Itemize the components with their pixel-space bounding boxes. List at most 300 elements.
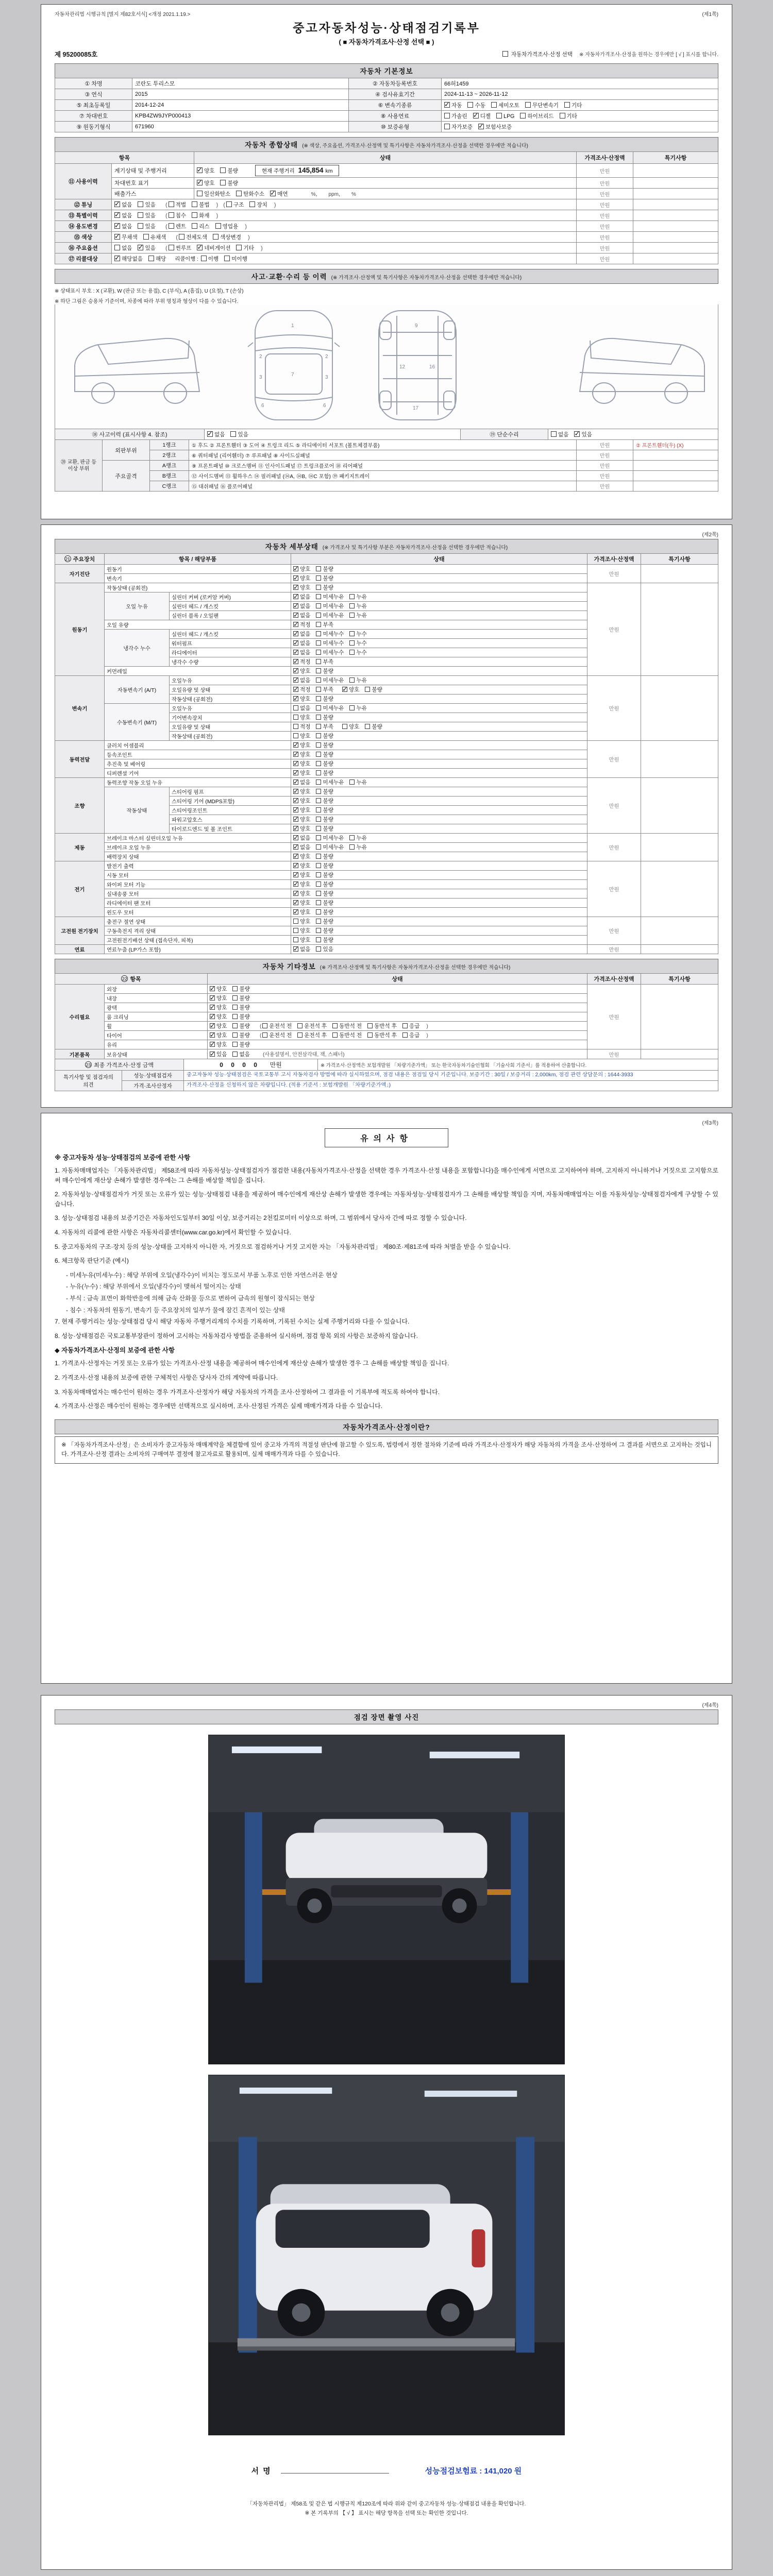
checkbox-option[interactable] (293, 686, 310, 693)
checkbox-option[interactable] (316, 945, 333, 953)
checkbox-option[interactable] (232, 1013, 249, 1021)
checkbox-option[interactable] (293, 714, 310, 721)
checkbox[interactable] (342, 687, 347, 692)
checkbox[interactable] (293, 566, 298, 571)
checkbox-option[interactable] (365, 686, 382, 693)
checkbox[interactable] (138, 201, 143, 207)
checkbox[interactable] (316, 817, 321, 822)
checkbox-option[interactable] (169, 201, 186, 209)
checkbox[interactable] (316, 705, 321, 710)
checkbox-option[interactable] (230, 431, 248, 438)
checkbox[interactable] (316, 919, 321, 924)
checkbox-option[interactable] (316, 621, 333, 629)
checkbox-option[interactable] (232, 1050, 249, 1058)
checkbox-option[interactable] (297, 1022, 327, 1030)
checkbox-option[interactable] (316, 612, 344, 619)
checkbox-option[interactable] (367, 1022, 397, 1030)
checkbox[interactable] (293, 594, 298, 599)
checkbox[interactable] (297, 1023, 303, 1028)
checkbox-option[interactable] (210, 1013, 227, 1021)
checkbox[interactable] (293, 631, 298, 636)
checkbox-option[interactable] (525, 101, 559, 109)
checkbox-option[interactable] (114, 212, 132, 219)
checkbox[interactable] (210, 1014, 215, 1019)
checkbox[interactable] (197, 180, 203, 185)
checkbox-option[interactable] (349, 630, 366, 638)
checkbox[interactable] (210, 1042, 215, 1047)
checkbox-option[interactable] (114, 233, 138, 241)
checkbox-option[interactable] (316, 918, 333, 925)
checkbox-option[interactable] (316, 843, 344, 851)
checkbox-option[interactable] (169, 244, 192, 252)
checkbox-option[interactable] (316, 908, 333, 916)
checkbox[interactable] (293, 687, 298, 692)
checkbox-option[interactable] (210, 1004, 227, 1011)
checkbox[interactable] (367, 1023, 373, 1028)
checkbox[interactable] (293, 696, 298, 701)
checkbox-option[interactable] (349, 704, 366, 712)
checkbox-option[interactable] (316, 714, 333, 721)
checkbox-option[interactable] (293, 630, 310, 638)
checkbox-option[interactable] (316, 806, 333, 814)
checkbox[interactable] (293, 891, 298, 896)
checkbox[interactable] (316, 613, 321, 618)
checkbox[interactable] (232, 986, 238, 991)
checkbox[interactable] (316, 770, 321, 775)
checkbox[interactable] (293, 863, 298, 868)
checkbox-option[interactable] (293, 908, 310, 916)
checkbox-option[interactable] (236, 190, 264, 198)
checkbox-option[interactable] (215, 223, 239, 230)
checkbox-option[interactable] (293, 649, 310, 656)
checkbox-option[interactable] (179, 233, 207, 241)
checkbox[interactable] (143, 234, 149, 240)
checkbox-option[interactable] (551, 431, 568, 438)
checkbox-option[interactable] (316, 936, 333, 944)
checkbox-option[interactable] (293, 676, 310, 684)
checkbox[interactable] (232, 1032, 238, 1038)
checkbox[interactable] (349, 594, 355, 599)
checkbox-option[interactable] (316, 760, 333, 768)
checkbox[interactable] (213, 234, 219, 240)
checkbox[interactable] (349, 603, 355, 608)
checkbox[interactable] (316, 724, 321, 729)
checkbox[interactable] (316, 566, 321, 571)
checkbox[interactable] (232, 1023, 238, 1028)
checkbox[interactable] (349, 677, 355, 683)
checkbox[interactable] (367, 1032, 373, 1038)
checkbox-option[interactable] (169, 212, 186, 219)
checkbox[interactable] (236, 245, 242, 250)
checkbox[interactable] (293, 724, 298, 729)
checkbox-option[interactable] (220, 179, 238, 187)
checkbox-option[interactable] (293, 574, 310, 582)
checkbox-option[interactable] (316, 788, 333, 795)
checkbox-option[interactable] (316, 574, 333, 582)
checkbox[interactable] (207, 431, 213, 437)
checkbox-option[interactable] (316, 602, 344, 610)
checkbox[interactable] (293, 761, 298, 766)
checkbox-option[interactable] (293, 778, 310, 786)
checkbox-option[interactable] (293, 936, 310, 944)
checkbox[interactable] (316, 640, 321, 646)
checkbox[interactable] (293, 677, 298, 683)
checkbox-option[interactable] (220, 167, 238, 175)
checkbox-option[interactable] (293, 834, 310, 842)
checkbox[interactable] (293, 770, 298, 775)
checkbox-option[interactable] (316, 825, 333, 833)
checkbox[interactable] (293, 807, 298, 812)
checkbox[interactable] (316, 575, 321, 581)
checkbox[interactable] (316, 650, 321, 655)
checkbox-option[interactable] (316, 565, 333, 573)
checkbox[interactable] (316, 622, 321, 627)
checkbox-option[interactable] (213, 233, 241, 241)
checkbox[interactable] (316, 594, 321, 599)
checkbox-option[interactable] (249, 201, 267, 209)
checkbox[interactable] (316, 696, 321, 701)
checkbox[interactable] (349, 779, 355, 785)
checkbox-option[interactable] (293, 760, 310, 768)
checkbox-option[interactable] (297, 1031, 327, 1039)
checkbox-option[interactable] (316, 751, 333, 758)
checkbox[interactable] (293, 854, 298, 859)
checkbox-option[interactable] (316, 899, 333, 907)
checkbox[interactable] (316, 677, 321, 683)
checkbox[interactable] (224, 256, 230, 261)
price-appraisal-checkbox[interactable] (502, 51, 508, 57)
checkbox-option[interactable] (316, 853, 333, 860)
checkbox-option[interactable] (210, 1031, 227, 1039)
checkbox[interactable] (293, 779, 298, 785)
checkbox-option[interactable] (197, 190, 230, 198)
checkbox[interactable] (316, 761, 321, 766)
checkbox-option[interactable] (192, 223, 209, 230)
checkbox-option[interactable] (293, 751, 310, 758)
checkbox[interactable] (293, 900, 298, 905)
checkbox-option[interactable] (564, 101, 582, 109)
checkbox-option[interactable] (367, 1031, 397, 1039)
checkbox[interactable] (210, 1005, 215, 1010)
checkbox-option[interactable] (232, 1041, 249, 1048)
checkbox[interactable] (293, 909, 298, 914)
checkbox[interactable] (226, 201, 232, 207)
checkbox-option[interactable] (349, 778, 366, 786)
checkbox-option[interactable] (293, 741, 310, 749)
checkbox-option[interactable] (148, 255, 166, 263)
checkbox-option[interactable] (293, 871, 310, 879)
checkbox-option[interactable] (349, 639, 366, 647)
checkbox[interactable] (114, 201, 120, 207)
checkbox[interactable] (491, 102, 497, 108)
checkbox-option[interactable] (349, 649, 366, 656)
checkbox[interactable] (270, 191, 276, 196)
checkbox-option[interactable] (232, 994, 249, 1002)
checkbox-option[interactable] (349, 676, 366, 684)
checkbox[interactable] (564, 102, 570, 108)
checkbox-option[interactable] (207, 431, 225, 438)
checkbox[interactable] (230, 431, 236, 437)
checkbox[interactable] (236, 191, 242, 196)
checkbox-option[interactable] (226, 201, 244, 209)
checkbox[interactable] (467, 102, 473, 108)
checkbox-option[interactable] (473, 112, 491, 120)
checkbox-option[interactable] (316, 741, 333, 749)
checkbox-option[interactable] (259, 1031, 292, 1039)
checkbox[interactable] (293, 817, 298, 822)
checkbox[interactable] (293, 603, 298, 608)
checkbox[interactable] (478, 124, 484, 129)
checkbox-option[interactable] (197, 167, 214, 175)
checkbox-option[interactable] (293, 584, 310, 591)
checkbox-option[interactable] (293, 621, 310, 629)
checkbox-option[interactable] (316, 880, 333, 888)
checkbox-option[interactable] (232, 1004, 249, 1011)
checkbox-option[interactable] (316, 695, 333, 703)
checkbox-option[interactable] (210, 1022, 227, 1030)
checkbox[interactable] (232, 1014, 238, 1019)
checkbox[interactable] (316, 863, 321, 868)
checkbox-option[interactable] (316, 667, 333, 675)
checkbox[interactable] (365, 724, 370, 729)
checkbox-option[interactable] (491, 101, 519, 109)
checkbox[interactable] (349, 631, 355, 636)
checkbox[interactable] (197, 191, 203, 196)
checkbox-option[interactable] (316, 584, 333, 591)
checkbox[interactable] (293, 650, 298, 655)
checkbox-option[interactable] (210, 994, 227, 1002)
checkbox-option[interactable] (332, 1031, 362, 1039)
checkbox-option[interactable] (293, 945, 310, 953)
checkbox-option[interactable] (293, 825, 310, 833)
checkbox[interactable] (316, 631, 321, 636)
checkbox-option[interactable] (444, 112, 467, 120)
checkbox-option[interactable] (293, 816, 310, 823)
checkbox[interactable] (444, 102, 450, 108)
checkbox-option[interactable] (210, 1050, 227, 1058)
checkbox[interactable] (316, 928, 321, 933)
checkbox[interactable] (316, 779, 321, 785)
checkbox-option[interactable] (293, 806, 310, 814)
checkbox-option[interactable] (316, 732, 333, 740)
checkbox[interactable] (520, 113, 526, 118)
checkbox[interactable] (297, 1032, 303, 1038)
checkbox[interactable] (232, 1005, 238, 1010)
checkbox-option[interactable] (293, 732, 310, 740)
checkbox[interactable] (316, 826, 321, 831)
checkbox[interactable] (114, 212, 120, 218)
checkbox-option[interactable] (169, 223, 186, 230)
checkbox-option[interactable] (138, 212, 155, 219)
checkbox-option[interactable] (293, 853, 310, 860)
checkbox[interactable] (114, 223, 120, 229)
checkbox-option[interactable] (197, 179, 214, 187)
checkbox-option[interactable] (349, 834, 366, 842)
checkbox-option[interactable] (232, 985, 249, 993)
checkbox[interactable] (138, 212, 143, 218)
checkbox-option[interactable] (444, 101, 462, 109)
checkbox[interactable] (574, 431, 580, 437)
checkbox[interactable] (316, 872, 321, 877)
checkbox-option[interactable] (293, 565, 310, 573)
checkbox[interactable] (169, 212, 174, 218)
checkbox-option[interactable] (332, 1022, 362, 1030)
checkbox[interactable] (560, 113, 565, 118)
checkbox-option[interactable] (293, 602, 310, 610)
checkbox[interactable] (259, 1032, 267, 1039)
checkbox[interactable] (293, 789, 298, 794)
checkbox-option[interactable] (138, 223, 155, 230)
checkbox-option[interactable] (342, 723, 359, 731)
checkbox-option[interactable] (444, 123, 473, 131)
checkbox[interactable] (349, 844, 355, 850)
checkbox[interactable] (293, 946, 298, 952)
checkbox-option[interactable] (316, 871, 333, 879)
checkbox[interactable] (316, 937, 321, 942)
checkbox[interactable] (293, 798, 298, 803)
checkbox-option[interactable] (293, 593, 310, 601)
checkbox[interactable] (293, 742, 298, 748)
checkbox[interactable] (316, 798, 321, 803)
checkbox[interactable] (293, 622, 298, 627)
checkbox[interactable] (293, 613, 298, 618)
checkbox[interactable] (316, 946, 321, 952)
checkbox-option[interactable] (293, 918, 310, 925)
checkbox-option[interactable] (316, 686, 333, 693)
checkbox-option[interactable] (197, 244, 230, 252)
checkbox-option[interactable] (236, 244, 254, 252)
checkbox[interactable] (293, 705, 298, 710)
checkbox[interactable] (349, 640, 355, 646)
checkbox[interactable] (293, 668, 298, 673)
checkbox-option[interactable] (349, 612, 366, 619)
checkbox[interactable] (402, 1023, 408, 1028)
checkbox[interactable] (316, 882, 321, 887)
checkbox[interactable] (192, 212, 197, 218)
checkbox-option[interactable] (293, 704, 310, 712)
checkbox-option[interactable] (349, 602, 366, 610)
checkbox[interactable] (210, 1023, 215, 1028)
checkbox-option[interactable] (349, 843, 366, 851)
checkbox-option[interactable] (316, 658, 333, 666)
checkbox[interactable] (293, 585, 298, 590)
checkbox[interactable] (293, 575, 298, 581)
checkbox[interactable] (342, 724, 347, 729)
checkbox[interactable] (220, 167, 226, 173)
checkbox[interactable] (316, 752, 321, 757)
checkbox[interactable] (220, 180, 226, 185)
checkbox-option[interactable] (293, 788, 310, 795)
checkbox-option[interactable] (224, 255, 247, 263)
checkbox[interactable] (215, 223, 221, 229)
checkbox-option[interactable] (293, 723, 310, 731)
checkbox-option[interactable] (560, 112, 577, 120)
checkbox[interactable] (210, 1052, 215, 1057)
checkbox[interactable] (316, 668, 321, 673)
checkbox-option[interactable] (210, 1041, 227, 1048)
checkbox[interactable] (316, 742, 321, 748)
checkbox-option[interactable] (293, 695, 310, 703)
checkbox[interactable] (201, 256, 207, 261)
checkbox[interactable] (232, 995, 238, 1001)
checkbox[interactable] (365, 687, 370, 692)
checkbox-option[interactable] (293, 862, 310, 870)
checkbox[interactable] (138, 245, 143, 250)
checkbox[interactable] (114, 256, 120, 261)
checkbox[interactable] (316, 835, 321, 840)
checkbox[interactable] (293, 937, 298, 942)
checkbox[interactable] (316, 603, 321, 608)
checkbox[interactable] (316, 687, 321, 692)
checkbox-option[interactable] (520, 112, 553, 120)
checkbox-option[interactable] (478, 123, 512, 131)
checkbox[interactable] (249, 201, 255, 207)
checkbox[interactable] (349, 650, 355, 655)
checkbox[interactable] (197, 167, 203, 173)
checkbox-option[interactable] (293, 769, 310, 777)
checkbox[interactable] (293, 919, 298, 924)
checkbox[interactable] (169, 245, 174, 250)
checkbox-option[interactable] (293, 797, 310, 805)
checkbox[interactable] (169, 223, 174, 229)
checkbox[interactable] (316, 854, 321, 859)
checkbox-option[interactable] (316, 769, 333, 777)
checkbox[interactable] (473, 113, 479, 118)
checkbox[interactable] (293, 872, 298, 877)
checkbox-option[interactable] (192, 212, 209, 219)
checkbox-option[interactable] (143, 233, 166, 241)
checkbox[interactable] (210, 986, 215, 991)
checkbox-option[interactable] (114, 201, 132, 209)
checkbox-option[interactable] (316, 649, 344, 656)
checkbox-option[interactable] (402, 1031, 419, 1039)
checkbox-option[interactable] (293, 658, 310, 666)
checkbox-option[interactable] (210, 985, 227, 993)
signature-field[interactable] (251, 2465, 389, 2476)
checkbox[interactable] (332, 1023, 338, 1028)
checkbox[interactable] (293, 659, 298, 664)
checkbox[interactable] (210, 1032, 215, 1038)
checkbox[interactable] (496, 113, 502, 118)
checkbox[interactable] (197, 245, 203, 250)
checkbox-option[interactable] (342, 686, 359, 693)
checkbox[interactable] (316, 844, 321, 850)
checkbox[interactable] (316, 900, 321, 905)
checkbox[interactable] (210, 995, 215, 1001)
checkbox[interactable] (293, 640, 298, 646)
checkbox[interactable] (232, 1052, 238, 1057)
checkbox-option[interactable] (259, 1022, 292, 1030)
checkbox-option[interactable] (316, 927, 333, 935)
checkbox[interactable] (525, 102, 531, 108)
checkbox-option[interactable] (316, 639, 344, 647)
checkbox[interactable] (192, 201, 197, 207)
checkbox-option[interactable] (293, 843, 310, 851)
checkbox[interactable] (316, 715, 321, 720)
checkbox[interactable] (179, 234, 184, 240)
checkbox-option[interactable] (293, 890, 310, 897)
checkbox-option[interactable] (293, 639, 310, 647)
checkbox[interactable] (316, 659, 321, 664)
checkbox-option[interactable] (316, 834, 344, 842)
checkbox-option[interactable] (574, 431, 592, 438)
checkbox-option[interactable] (316, 676, 344, 684)
checkbox[interactable] (402, 1032, 408, 1038)
checkbox[interactable] (259, 1023, 267, 1029)
checkbox-option[interactable] (138, 201, 155, 209)
checkbox-option[interactable] (201, 255, 219, 263)
checkbox-option[interactable] (349, 593, 366, 601)
